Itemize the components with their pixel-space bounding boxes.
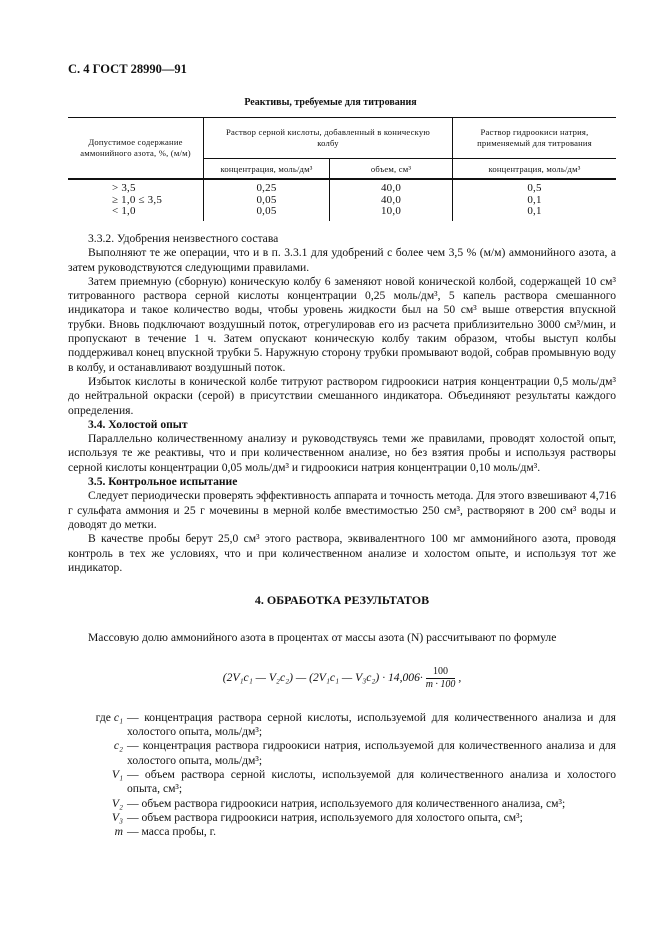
paragraph: Избыток кислоты в конической колбе титруют раствором гидроокиси натрия концентрации 0,5 моль/дм³ до нейтральной окраски (серой) в присутствии смешанного индикатора. Объединяют результаты каждого определения. bbox=[68, 374, 616, 417]
legend-description: — концентрация раствора гидроокиси натрия, используемой для количественного анализа и для холостого опыта, моль/дм³; bbox=[127, 739, 616, 767]
subheader-naoh-conc: концентрация, моль/дм³ bbox=[453, 159, 617, 180]
paragraph: Массовую долю аммонийного азота в процентах от массы азота (N) рассчитывают по формуле bbox=[88, 631, 557, 645]
legend-description: — концентрация раствора серной кислоты, используемой для количественного анализа и для холостого опыта, моль/дм³; bbox=[127, 710, 616, 739]
paragraph: В качестве пробы берут 25,0 см³ этого раствора, эквивалентного 100 мг аммонийного азота, проводя контроль в тех же условиях, что и при количественном анализе и холостом опыте, и используя тот же индикатор. bbox=[68, 532, 616, 574]
col-header-naoh-text: Раствор гидроокиси натрия, применяемый для титрования bbox=[477, 127, 592, 148]
cell: 10,0 bbox=[330, 206, 453, 221]
formula-tail: , bbox=[455, 670, 462, 684]
formula bbox=[68, 666, 616, 691]
cell: ≥ 1,0 ≤ 3,5 bbox=[112, 193, 163, 206]
formula-expression: (2V₁c₁ — V₂c₂) — (2V₁c₁ — V₃c₂) · 14,006· bbox=[222, 670, 423, 684]
paragraph: Следует периодически проверять эффективность аппарата и точность метода. Для этого взвешивают 4,716 г сульфата аммония и 25 г мочевины в мерной колбе вместимостью 250 см³, растворяют в 200 см³ воды и доводят до метки. bbox=[68, 489, 616, 531]
cell: 0,5 bbox=[453, 179, 617, 195]
legend-description: — объем раствора гидроокиси натрия, используемого для количественного анализа, см³; bbox=[127, 796, 566, 810]
cell: 0,25 bbox=[204, 179, 330, 195]
table-row bbox=[68, 206, 616, 221]
cell: 40,0 bbox=[330, 179, 453, 195]
cell: 0,05 bbox=[204, 195, 330, 207]
subsection-title-35: 3.5. Контрольное испытание bbox=[88, 475, 238, 489]
paragraph: Параллельно количественному анализу и руководствуясь теми же правилами, проводят холостой опыт, используя те же реактивы, что и при количественном анализе, но без взятия пробы и используя растворы серной кислоты концентрации 0,05 моль/дм³ и гидроокиси натрия концентрации 0,10 моль/дм³. bbox=[68, 432, 616, 474]
legend-symbol: V₃ bbox=[111, 810, 123, 824]
paragraph: Выполняют те же операции, что и в п. 3.3.1 для удобрений с более чем 3,5 % (м/м) аммонийного азота, а затем руководствуются следующими правилами. bbox=[68, 246, 616, 274]
reagents-table bbox=[68, 117, 616, 221]
col-header-naoh bbox=[453, 118, 617, 159]
legend-description: — объем раствора гидроокиси натрия, используемого для холостого опыта, см³; bbox=[127, 810, 523, 824]
legend-item bbox=[68, 739, 616, 768]
subheader-acid-conc: концентрация, моль/дм³ bbox=[204, 159, 330, 180]
cell: 0,1 bbox=[453, 206, 617, 221]
cell: > 3,5 bbox=[112, 182, 136, 194]
legend-symbol bbox=[68, 711, 123, 740]
legend-where: где bbox=[95, 710, 111, 724]
legend-symbol-text: c₁ bbox=[113, 710, 123, 724]
legend-item bbox=[68, 711, 616, 740]
table-title: Реактивы, требуемые для титрования bbox=[244, 97, 417, 108]
fraction-numerator: 100 bbox=[426, 666, 456, 679]
subheader-acid-volume: объем, см³ bbox=[330, 159, 453, 180]
legend-item bbox=[68, 797, 616, 811]
section-title-4: 4. ОБРАБОТКА РЕЗУЛЬТАТОВ bbox=[254, 593, 430, 608]
col-header-content: Допустимое содержание аммонийного азота, %, (м/м) bbox=[68, 118, 204, 180]
cell: < 1,0 bbox=[112, 205, 136, 217]
legend-symbol: V₁ bbox=[111, 767, 123, 781]
legend-description: — объем раствора серной кислоты, используемой для количественного анализа и холостого опыта, см³; bbox=[127, 767, 616, 796]
subsection-title-332: 3.3.2. Удобрения неизвестного состава bbox=[88, 232, 279, 245]
table-row bbox=[68, 179, 616, 195]
legend-description: — масса пробы, г. bbox=[127, 825, 217, 839]
cell: 40,0 bbox=[330, 195, 453, 207]
formula-fraction bbox=[426, 666, 456, 691]
legend-item bbox=[68, 811, 616, 825]
col-header-acid-text: Раствор серной кислоты, добавленный в коническую колбу bbox=[225, 127, 431, 148]
legend-symbol: m bbox=[114, 825, 123, 839]
col-header-acid bbox=[204, 118, 453, 159]
legend-symbol: c₂ bbox=[113, 739, 123, 753]
body-text bbox=[68, 232, 616, 839]
legend-item bbox=[68, 768, 616, 797]
legend-item bbox=[68, 825, 616, 839]
paragraph: Затем приемную (сборную) коническую колбу 6 заменяют новой конической колбой, содержащей 10 см³ титрованного раствора серной кислоты концентрации 0,25 моль/дм³, 5 капель раствора смешанного индикатора и такое количество воды, чтобы уровень жидкости был на 50 см³ выше отверстия впускной трубки. Вновь подключают воздушный поток, отрегулировав его из расчета приблизительно 3000 см³/мин, и пропускают в течение 1 ч. Затем опускают коническую колбу таким образом, чтобы выступ колбы поддерживал конец впускной трубки 5. Наружную сторону трубки промывают водой, собрав промывную воду в колбу, и останавливают воздушный поток. bbox=[68, 274, 616, 374]
fraction-denominator: m · 100 bbox=[425, 678, 456, 690]
cell: 0,05 bbox=[204, 206, 330, 221]
formula-legend bbox=[68, 711, 616, 840]
subsection-title-34: 3.4. Холостой опыт bbox=[88, 417, 188, 431]
legend-symbol: V₂ bbox=[111, 796, 123, 810]
cell: 0,1 bbox=[453, 195, 617, 207]
page-header: С. 4 ГОСТ 28990—91 bbox=[68, 62, 187, 76]
